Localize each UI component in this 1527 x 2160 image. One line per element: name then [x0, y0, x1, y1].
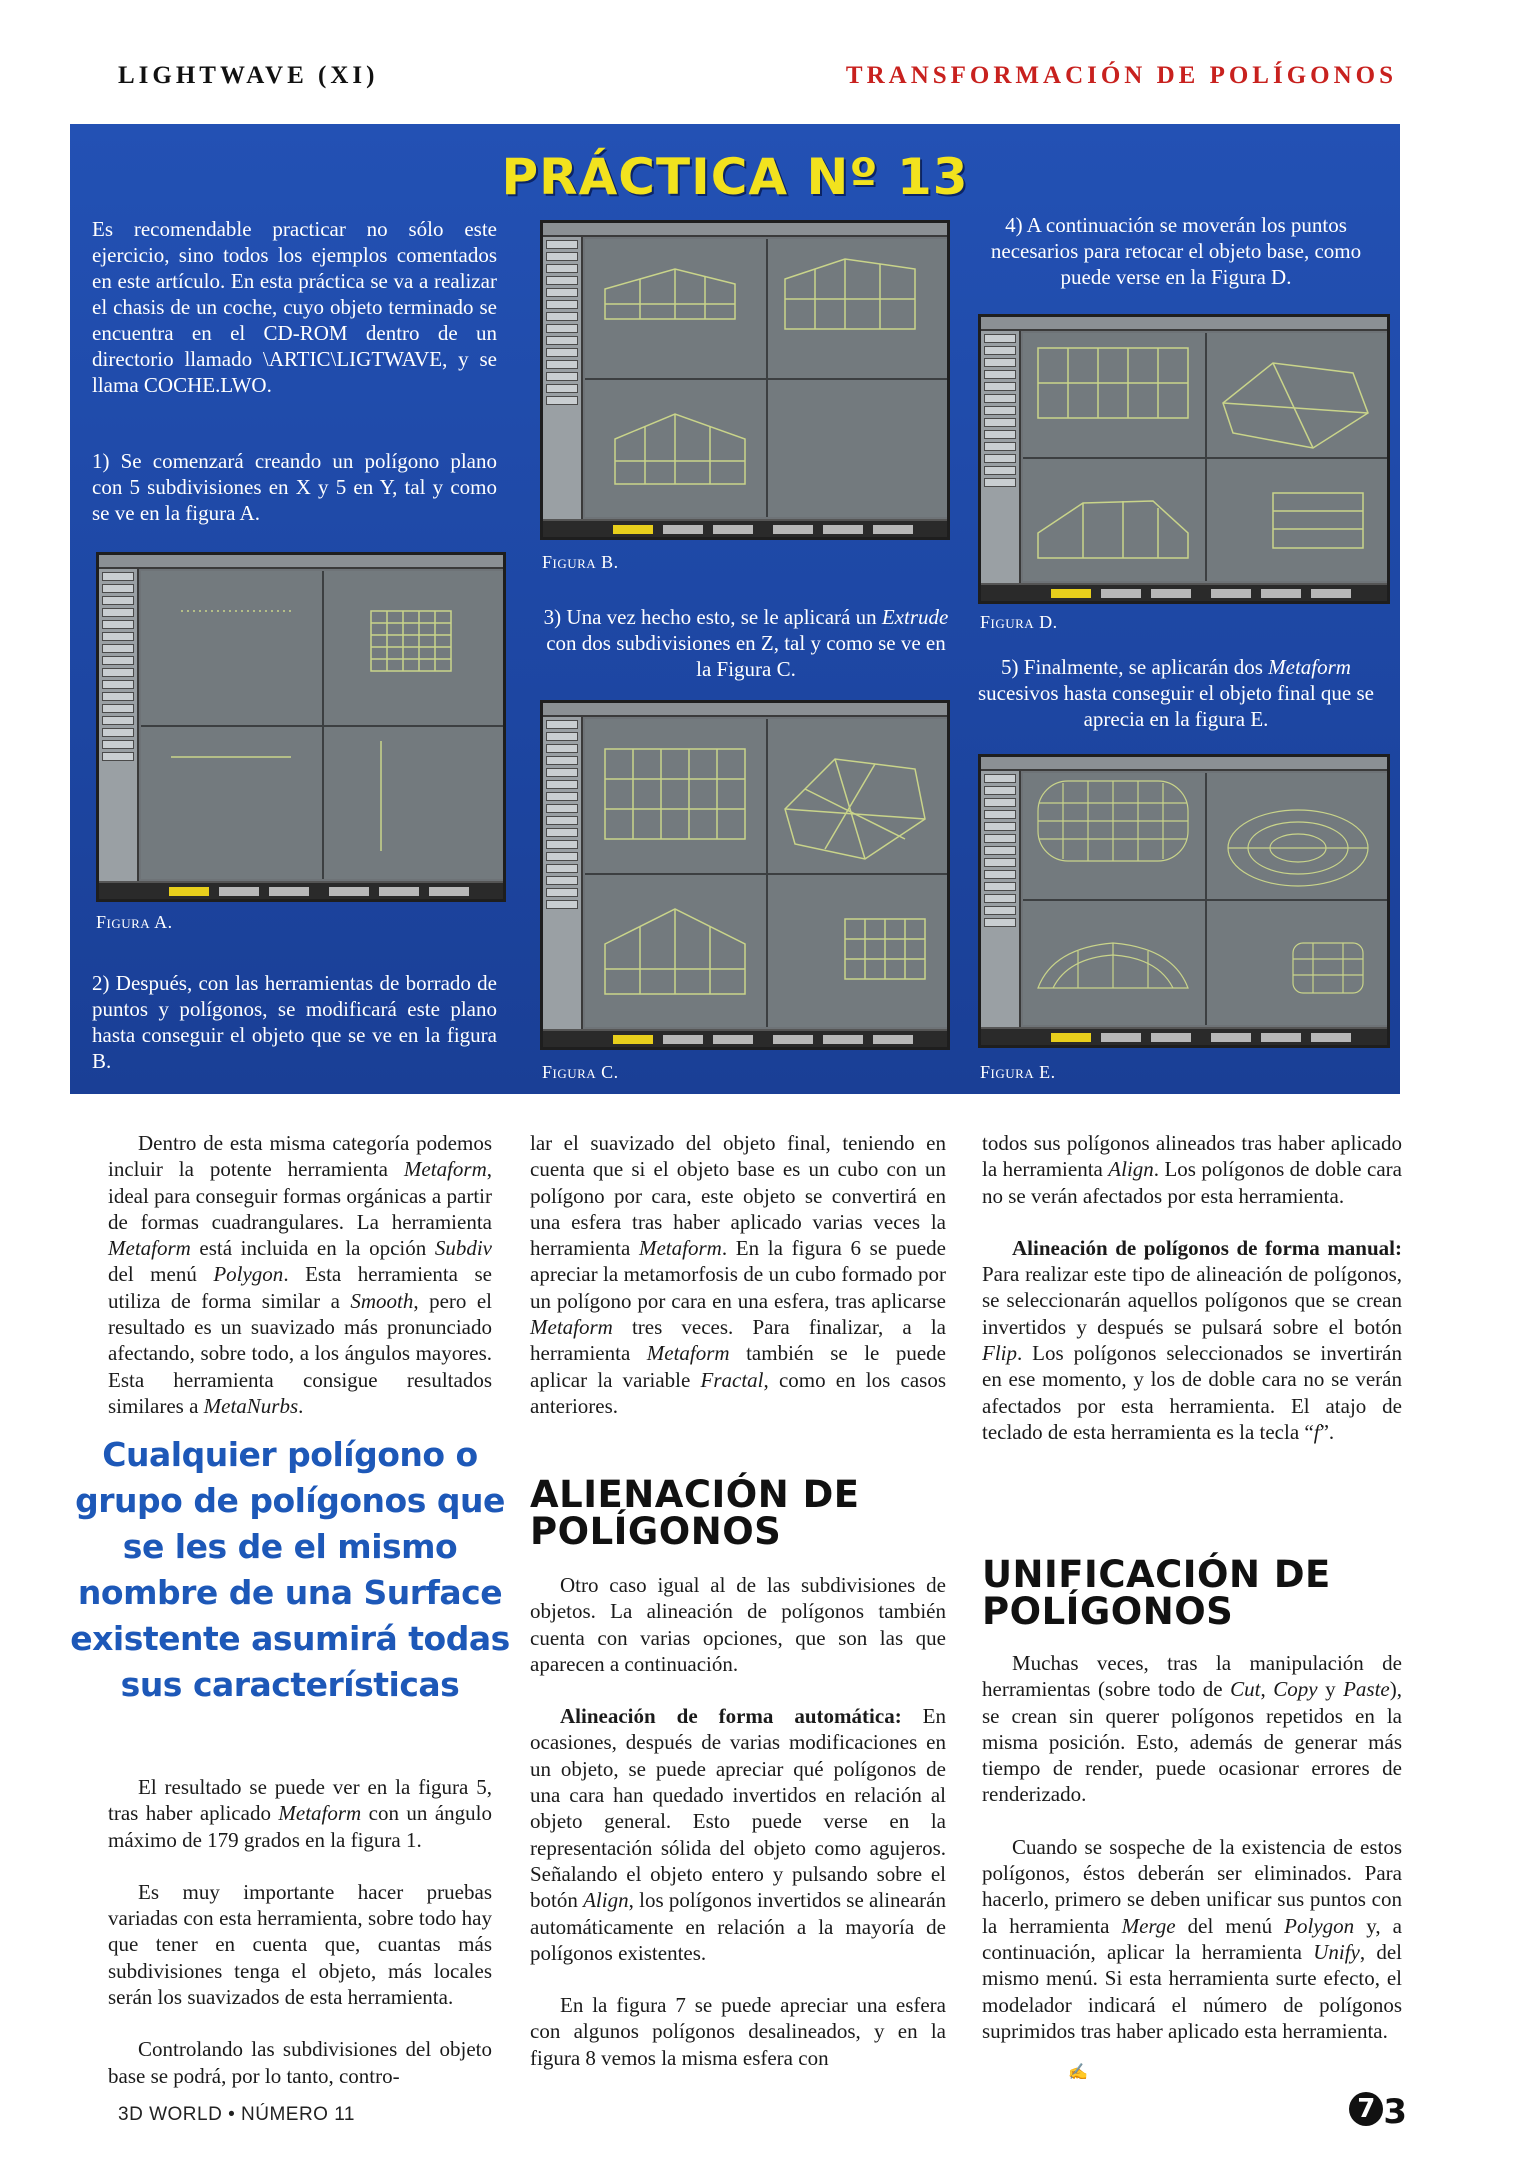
paragraph: Muchas veces, tras la manipulación de herramientas (sobre todo de Cut, Copy y Paste), se crean sin querer polígonos repetidos en la misma posición. Esto, además de generar más tiempo de render, puede ocasionar errores de renderizado.: [982, 1651, 1402, 1807]
article-column-3-continued: [982, 1650, 1402, 2070]
paragraph: Controlando las subdivisiones del objeto base se podrá, por lo tanto, contro-: [108, 2037, 492, 2088]
paragraph: Otro caso igual al de las subdivisiones de objetos. La alineación de polígonos también cuenta con varias opciones, que son las que aparecen a continuación.: [530, 1573, 946, 1676]
article-column-2-continued: [530, 1572, 946, 2097]
practice-step-2: 2) Después, con las herramientas de borrado de puntos y polígonos, se modificará este plano hasta conseguir el objeto que se ve en la figura B.: [92, 971, 497, 1073]
paragraph: Cuando se sospeche de la existencia de estos polígonos, éstos deberán ser eliminados. Para hacerlo, primero se deben unificar sus puntos con la herramienta Merge del menú Polygon y, a continuación, aplicar la herramienta Unify, del mismo menú. Si esta herramienta surte efecto, el modelador indicará el número de polígonos suprimidos tras haber aplicado esta herramienta.: [982, 1834, 1402, 2043]
paragraph: El resultado se puede ver en la figura 5, tras haber aplicado Metaform con un ángulo máximo de 179 grados en la figura 1.: [108, 1775, 492, 1852]
practice-step-4: 4) A continuación se moverán los puntos necesarios para retocar el objeto base, como puede verse en la Figura D.: [990, 213, 1362, 289]
article-column-2: [530, 1130, 946, 1445]
footer-publication: 3D WORLD • NÚMERO 11: [118, 2104, 355, 2125]
practice-title: PRÁCTICA Nº 13: [501, 148, 969, 206]
page-number: 7 3: [1349, 2092, 1407, 2132]
article-column-1-continued: [108, 1774, 492, 2115]
practice-step-3: 3) Una vez hecho esto, se le aplicará un Extrude con dos subdivisiones en Z, tal y como se ve en la Figura C.: [543, 605, 949, 681]
paragraph: Dentro de esta misma categoría podemos incluir la potente herramienta Metaform, ideal para conseguir formas orgánicas a partir de formas cuadrangulares. La herramienta Metaform está incluida en la opción Subdiv del menú Polygon. Esta herramienta se utiliza de forma similar a Smooth, pero el resultado es un suavizado más pronunciado afectando, sobre todo, a los ángulos mayores. Esta herramienta consigue resultados similares a MetaNurbs.: [108, 1131, 493, 1418]
caption-figure-e: Figura E.: [980, 1062, 1056, 1082]
page-number-circle: 7: [1349, 2092, 1383, 2126]
practice-step-5: 5) Finalmente, se aplicarán dos Metaform sucesivos hasta conseguir el objeto final que se aprecia en la figura E.: [978, 655, 1374, 731]
caption-figure-c: Figura C.: [542, 1062, 619, 1082]
article-column-3: [982, 1130, 1402, 1471]
paragraph: Alineación de forma automática: En ocasiones, después de varias modificaciones en un objeto, se puede apreciar qué polígonos de una cara han quedado invertidos en relación al objeto general. Esto puede verse en la representación sólida del objeto como agujeros. Señalando el objeto entero y pulsando sobre el botón Align, los polígonos invertidos se alinearán automáticamente en relación a la mayoría de polígonos existentes.: [530, 1704, 946, 1965]
practice-panel: [70, 124, 1400, 1094]
figure-a: [96, 552, 506, 902]
caption-figure-a: Figura A.: [96, 912, 173, 932]
section-heading-alineacion: ALIENACIÓN DE POLÍGONOS: [530, 1473, 860, 1553]
figure-c: [540, 700, 950, 1050]
figure-e: [978, 754, 1390, 1048]
pull-quote: Cualquier polígono o grupo de polígonos que se les de el mismo nombre de una Surface existente asumirá todas sus características: [70, 1435, 510, 1704]
paragraph: todos sus polígonos alineados tras haber aplicado la herramienta Align. Los polígonos de doble cara no se verán afectados por esta herramienta.: [982, 1131, 1402, 1208]
practice-intro: Es recomendable practicar no sólo este ejercicio, sino todos los ejemplos comentados en este artículo. En esta práctica se va a realizar el chasis de un coche, cuyo objeto terminado se encuentra en el CD-ROM dentro de un directorio llamado \ARTIC\LIGTWAVE, y se llama COCHE.LWO.: [92, 217, 497, 397]
paragraph: Alineación de polígonos de forma manual: Para realizar este tipo de alineación de polígonos, se seleccionarán aquellos polígonos que se crean invertidos y después se pulsará sobre el botón Flip. Los polígonos seleccionados se invertirán en ese momento, y los de doble cara no se verán afectados por esta herramienta. El atajo de teclado de esta herramienta es la tecla “f”.: [982, 1235, 1402, 1444]
figure-b: [540, 220, 950, 540]
section-heading-unificacion: UNIFICACIÓN DE POLÍGONOS: [982, 1553, 1331, 1633]
caption-figure-b: Figura B.: [542, 552, 619, 572]
figure-d: [978, 314, 1390, 604]
paragraph: Es muy importante hacer pruebas variadas con esta herramienta, sobre todo hay que tener en cuenta que, cuantas más subdivisiones tenga el objeto, más locales serán los suavizados de esta herramienta.: [108, 1879, 492, 2010]
running-header-left: LIGHTWAVE (XI): [118, 62, 379, 89]
figure-viewport: [141, 571, 503, 879]
end-of-article-icon: ✍: [1068, 2064, 1088, 2081]
figure-menubar: [99, 555, 503, 569]
running-header-right: TRANSFORMACIÓN DE POLÍGONOS: [845, 62, 1397, 89]
practice-step-1: 1) Se comenzará creando un polígono plano con 5 subdivisiones en X y 5 en Y, tal y como se ve en la figura A.: [92, 449, 497, 525]
figure-toolbar: [99, 569, 139, 881]
figure-statusbar: [99, 881, 503, 899]
caption-figure-d: Figura D.: [980, 612, 1058, 632]
paragraph: En la figura 7 se puede apreciar una esfera con algunos polígonos desalineados, y en la figura 8 vemos la misma esfera con: [530, 1993, 946, 2070]
article-column-1: [108, 1130, 492, 1445]
paragraph: lar el suavizado del objeto final, teniendo en cuenta que si el objeto base es un cubo con un polígono por cara, este objeto se convertirá en una esfera tras haber aplicado varias veces la herramienta Metaform. En la figura 6 se puede apreciar la metamorfosis de un cubo formado por un polígono por cara en una esfera, tras aplicarse Metaform tres veces. Para finalizar, a la herramienta Metaform también se le puede aplicar la variable Fractal, como en los casos anteriores.: [530, 1131, 947, 1418]
